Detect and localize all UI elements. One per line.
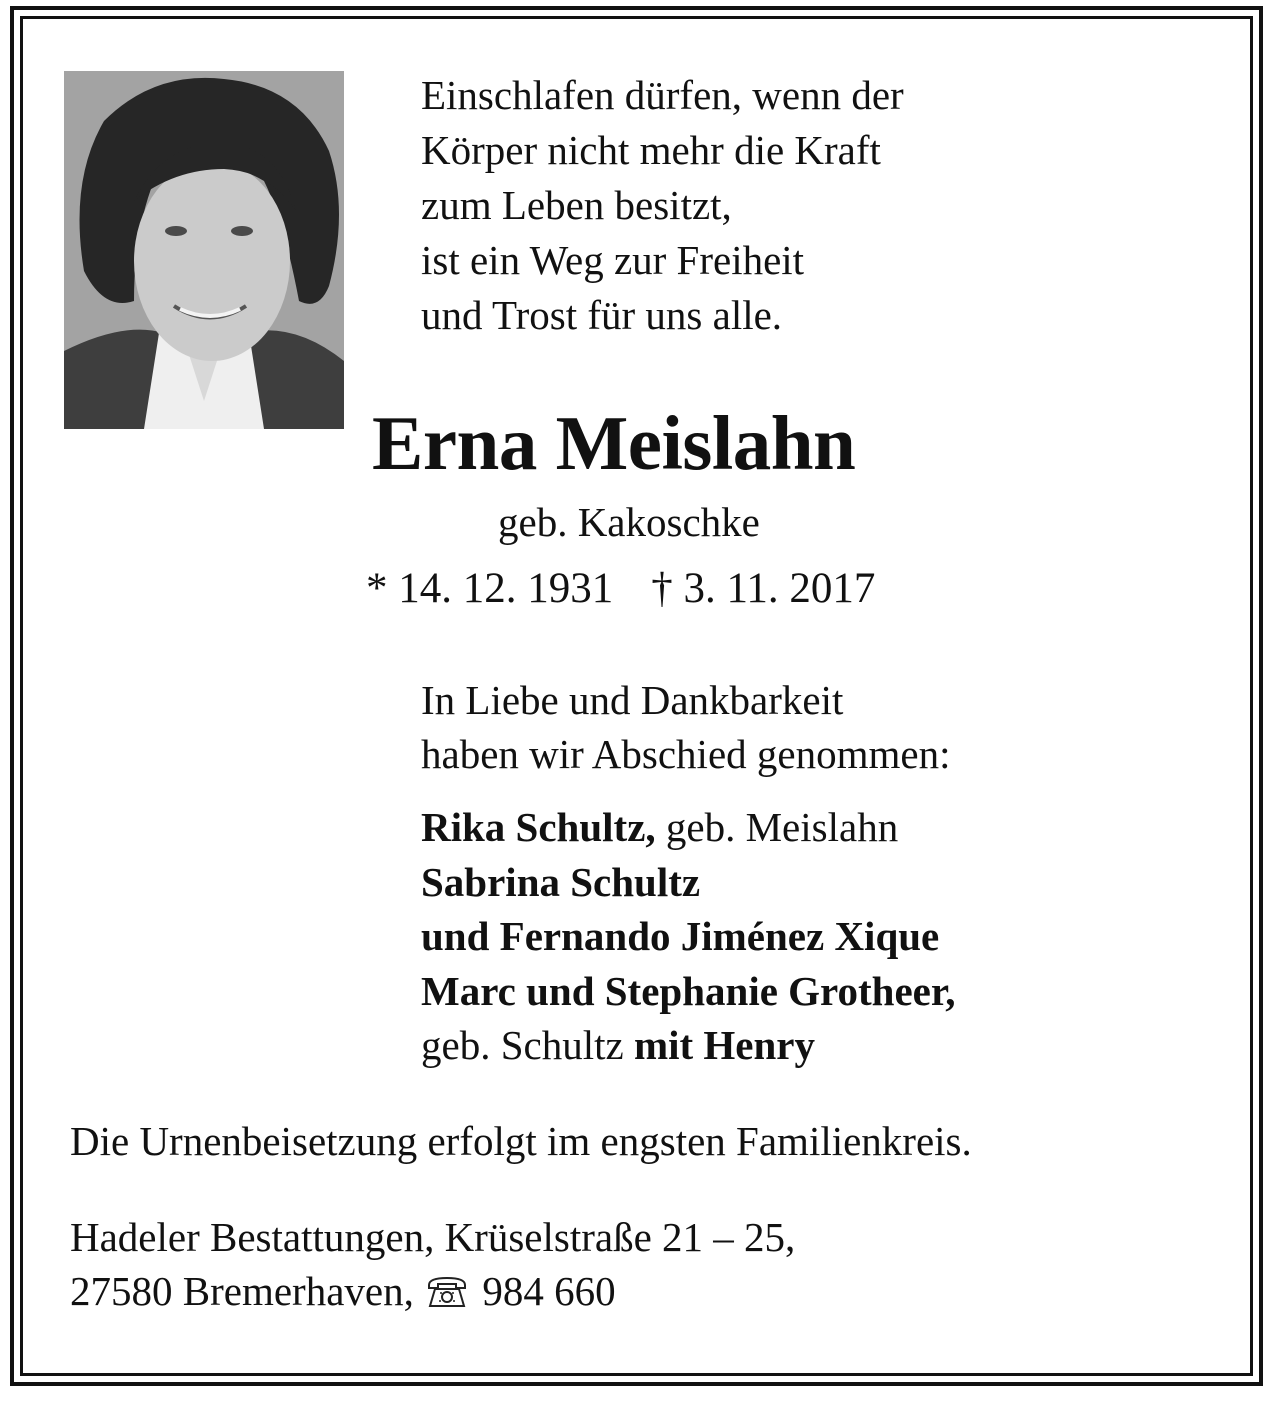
poem-line: und Trost für uns alle. — [421, 292, 783, 338]
mourner-line — [421, 800, 956, 855]
poem-line: Körper nicht mehr die Kraft — [421, 127, 881, 173]
deceased-name: Erna Meislahn — [372, 400, 856, 486]
birth-date: * 14. 12. 1931 — [366, 565, 614, 612]
mourner-line — [421, 1018, 956, 1073]
mourner-line — [421, 964, 956, 1019]
maiden-name: geb. Kakoschke — [498, 499, 760, 545]
poem-line: ist ein Weg zur Freiheit — [421, 237, 805, 283]
farewell-line: haben wir Abschied genommen: — [421, 731, 951, 777]
phone-number: 984 660 — [482, 1268, 616, 1314]
death-date: † 3. 11. 2017 — [651, 565, 876, 612]
telephone-icon — [426, 1268, 468, 1322]
farewell-line: In Liebe und Dankbarkeit — [421, 677, 844, 723]
poem — [421, 68, 904, 343]
funeral-home-info — [70, 1210, 795, 1322]
mourner-line — [421, 855, 956, 910]
mourner-name: und Fernando Jiménez Xique — [421, 913, 940, 959]
urn-burial-note: Die Urnenbeisetzung erfolgt im engsten Familienkreis. — [70, 1118, 972, 1164]
funeral-home-city: 27580 Bremerhaven, — [70, 1268, 414, 1314]
mourner-name: Marc und Stephanie Grotheer, — [421, 967, 956, 1014]
mourner-name: Sabrina Schultz — [421, 858, 701, 905]
funeral-home-contact — [70, 1264, 795, 1322]
mourner-note: geb. Schultz — [421, 1022, 634, 1068]
poem-line: zum Leben besitzt, — [421, 182, 732, 228]
portrait-photo — [64, 71, 344, 429]
mourner-name: Rika Schultz, — [421, 804, 656, 850]
funeral-home-address: Hadeler Bestattungen, Krüselstraße 21 – 25, — [70, 1214, 796, 1260]
mourner-note: geb. Meislahn — [655, 804, 899, 850]
life-dates — [366, 564, 875, 614]
mourners-list — [421, 800, 956, 1073]
mourner-line — [421, 909, 956, 964]
mourner-name: mit Henry — [633, 1022, 815, 1068]
farewell-text — [421, 673, 950, 781]
poem-line: Einschlafen dürfen, wenn der — [421, 72, 904, 118]
